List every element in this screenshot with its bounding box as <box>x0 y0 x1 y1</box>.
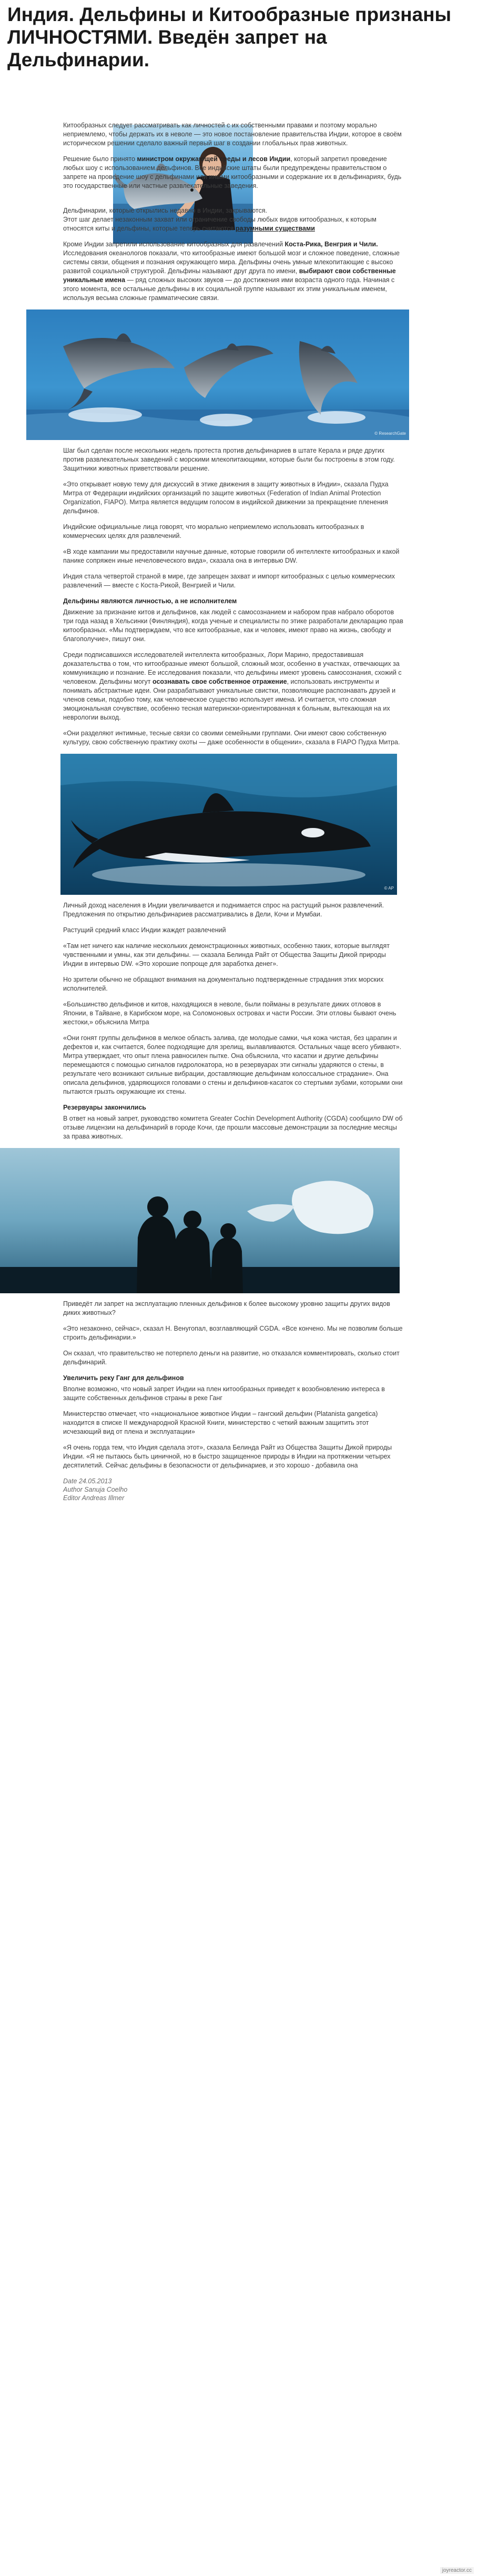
article-footer <box>63 1477 405 1502</box>
research-paragraph: Исследования океанологов показали, что китообразные имеют большой мозг и сложное поведение, сложные системы связи, общения и познания окружающего мира. Дельфины очень умные млекопитающие с высоко развитой социальной структурой. Дельфины называют друг друга по имени, выбирают свои собственные уникальные имена — ряд сложных высоких звуков — до достижения ими возраста одного года. Начиная с этого момента, все остальные дельфины в их социальной группе называют их этим уникальным именем, используя весьма сложные грамматические связи. <box>63 249 400 302</box>
ganges-interest-paragraph: Вполне возможно, что новый запрет Индии на плен китообразных приведет к возобновлению интереса в защите собственных дельфинов страны в реке Ганг <box>63 1385 385 1402</box>
sentient-beings-link[interactable]: разумными существами <box>235 225 315 232</box>
officials-paragraph: Индийские официальные лица говорят, что морально неприемлемо использовать китообразных в коммерческих целях для развлечений. <box>63 523 364 540</box>
photo-credit: © ResearchGate <box>374 431 406 436</box>
article-title: Индия. Дельфины и Китообразные признаны ЛИЧНОСТЯМИ. Введён запрет на Дельфинарии. <box>7 4 452 71</box>
ministry-bold: министром окружающей среды и лесов Индии <box>137 155 291 163</box>
fourth-country-paragraph: Индия стала четвертой страной в мире, где запрещен захват и импорт китообразных с целью коммерческих развлечений — вместе с Коста-Рикой, Венгрией и Чили. <box>63 573 395 589</box>
reserves-paragraph: В ответ на новый запрет, руководство комитета Greater Cochin Development Authority (CGDA) сообщило DW об отзыве лицензии на дельфинарий в городе Кочи, где прошли массовые демонстрации за последние месяцы за права животных. <box>63 1115 403 1140</box>
photo-credit: © AP <box>384 886 394 891</box>
bay-drive-paragraph: «Они гонят группы дельфинов в мелкое область залива, где молодые самки, чья кожа чистая, без царапин и дефектов и, как считается, более подходящие для зрелищ, вылавливаются. Остальных чаще всего убивают». <box>63 1034 402 1051</box>
reserves-subheading: Резервуары закончились <box>63 1104 146 1111</box>
national-animal-paragraph: Министерство отмечает, что «национальное животное Индии – гангский дельфин (Platanista gangetica) находится в списке II международной Красной Книги, министерство с четкий важным защитить этот исчезающий вид от плена и эксплуатации» <box>63 1410 378 1435</box>
jumping-dolphins-photo <box>26 309 409 440</box>
income-paragraph: Личный доход населения в Индии увеличивается и поднимается спрос на растущий рынок развлечений. Предложения по открытию дельфинариев рассматривались в Дели, Кочи и Мумбаи. <box>63 902 384 918</box>
protest-paragraph: Шаг был сделан после нескольких недель протеста против дельфинариев в штате Керала и ряде других против развлекательных заведений с морскими млекопитающими, которые были бы построены в этом году. Защитники животных приветствовали решение. <box>63 447 395 472</box>
ganges-subheading: Увеличить реку Ганг для дельфинов <box>63 1374 184 1382</box>
intro-paragraph: Китообразных следует рассматривать как личностей с их собственными правами и поэтому морально неприемлемо, чтобы держать их в неволе — это новое постановление правительства Индии, которое в своём историческом решении сделало важный первый шаг в создании глобальных прав животных. <box>63 122 402 147</box>
suffering-paragraph: Но зрители обычно не обращают внимания на документально подтвержденные страдания этих морских исполнителей. <box>63 976 384 992</box>
sonar-paragraph: Митра утверждает, что опыт плена равносилен пытке. Она объяснила, что касатки и другие дельфины перемещаются с помощью сигналов гидролокатора, но в резервуарах эти сигналы ударяются о стены, в результате чего возникают сильные вибрации, доставляющие дельфинам колоссальное страдание». Она описала дельфинов, ударяющихся головами о стены и дельфинов-касаток со стертыми зубами, которыми они пытаются грызть окружающие их стены. <box>63 1052 403 1095</box>
orca-photo <box>60 754 397 895</box>
family-quote-paragraph: «Они разделяют интимные, тесные связи со своими семейными группами. Они имеют свою собственную культуру, свою собственную практику охоты — даже особенности в общении», сказала в FIAPO Пудха Митра. <box>63 730 400 746</box>
mitra-quote-paragraph: «Это открывает новую тему для дискуссий в этике движения в защиту животных в Индии», сказала Пудха Митра от Федерации индийских организаций по защите животных (Federation of Indian Animal Protection Organization, FIAPO). Митра является ведущим голосом в индийской движении за прекращение пленения дельфинов. <box>63 481 389 515</box>
venugopal-quote-paragraph: «Это незаконно, сейчас», сказал Н. Венугопал, возглавляющий CGDA. «Все кончено. Мы не позволим больше строить дельфинарии.» <box>63 1325 403 1341</box>
captures-paragraph: «Большинство дельфинов и китов, находящихся в неволе, были пойманы в результате диких отловов в Японии, в Тайване, в Карибском море, на Соломоновых островах и части России. Эти отловы бывают очень жестоки,» объяснила Митра <box>63 1001 396 1026</box>
marino-paragraph: Среди подписавшихся исследователей интеллекта китообразных, Лори Марино, предоставившая доказательства о том, что китообразные имеют большой, сложный мозг, особенно в участках, отвечающих за коммуникацию и познание. Ее исследования показали, что дельфины имеют уровень самосознания, схожий с человеком. Дельфины могут осознавать свое собственное отражение, использовать инструменты и понимать абстрактные идеи. Они разрабатывают уникальные свистки, позволяющие распознавать друзей и членов семьи, подобно тому, как человеческое существо использует имена. И считается, что сложная эмоциональная сочувствие, особенно тесная матерински-ориентированная к больным, вытекающая на их неврологии выход. <box>63 651 402 721</box>
proud-quote-paragraph: «Я очень горда тем, что Индия сделала этот», сказала Белинда Райт из Общества Защиты Дикой природы Индии. «Я не пытаюсь быть циничной, но в быстро защищенное природы в Индии на протяжении четырех десятилетий. Сейчас дельфины в безопасности от дельфинариев, и это хорошо - добавила она <box>63 1444 392 1469</box>
article-date: Date 24.05.2013 <box>63 1477 112 1485</box>
site-watermark[interactable]: joyreactor.cc <box>440 2567 474 2574</box>
other-countries-paragraph: Кроме Индии запретили использование китообразных для развлечений Коста-Рика, Венгрия и Чили. <box>63 241 378 248</box>
dolphinaria-paragraph: Дельфинарии, которые открылись недавно в Индии, закрываются. Этот шаг делает незаконным захват или ограничение свободы любых видов китообразных, к которым относятся киты и дельфины, которые теперь считаются разумными существами <box>63 207 377 232</box>
wright-quote-paragraph: «Там нет ничего как наличие нескольких демонстрационных животных, особенно таких, которые выглядят чувственными и умны, как эти дельфины. — сказала Белинда Райт от Общества Защиты Дикой природы Индии в интервью DW. «Это хорошие попроще для заработка денег». <box>63 942 390 967</box>
article-body <box>63 121 405 1502</box>
campaign-paragraph: «В ходе кампании мы предоставили научные данные, которые говорили об интеллекте китообразных и какой панике сопряжен иные нечеловеческого вида», сказала она в интервью DW. <box>63 548 400 564</box>
article-editor: Editor Andreas Illmer <box>63 1494 125 1502</box>
middle-class-paragraph: Растущий средний класс Индии жаждет развлечений <box>63 926 226 934</box>
article-author: Author Sanuja Coelho <box>63 1486 128 1493</box>
helsinki-paragraph: Движение за признание китов и дельфинов, как людей с самосознанием и набором прав набрало оборотов три года назад в Хельсинки (Финляндия), когда ученые и специалисты по этике разработали декларацию прав китообразных. «Мы подтверждаем, что все китообразные, как и человек, имеют право на жизнь, свободу и благополучие», пишут они. <box>63 608 403 643</box>
protection-question-paragraph: Приведёт ли запрет на эксплуатацию пленных дельфинов к более высокому уровню защиты других видов диких животных? <box>63 1300 390 1316</box>
persons-subheading: Дельфины являются личностью, а не исполнителем <box>63 597 237 605</box>
ministry-paragraph: Решение было принято министром окружающей среды и лесов Индии, который запретил проведение любых шоу с использованием дельфинов. Все индийские штаты были предупреждены правительством о запрете на проведение шоу с дельфинами или иными китообразными и содержание их в дельфинариях, будь это государственные или частные развлекательные заведения. <box>63 155 402 189</box>
money-paragraph: Он сказал, что правительство не потерпело деньги на развитие, но отказался комментировать, сколько стоит дельфинарий. <box>63 1350 400 1366</box>
aquarium-visitors-photo <box>0 1148 400 1293</box>
